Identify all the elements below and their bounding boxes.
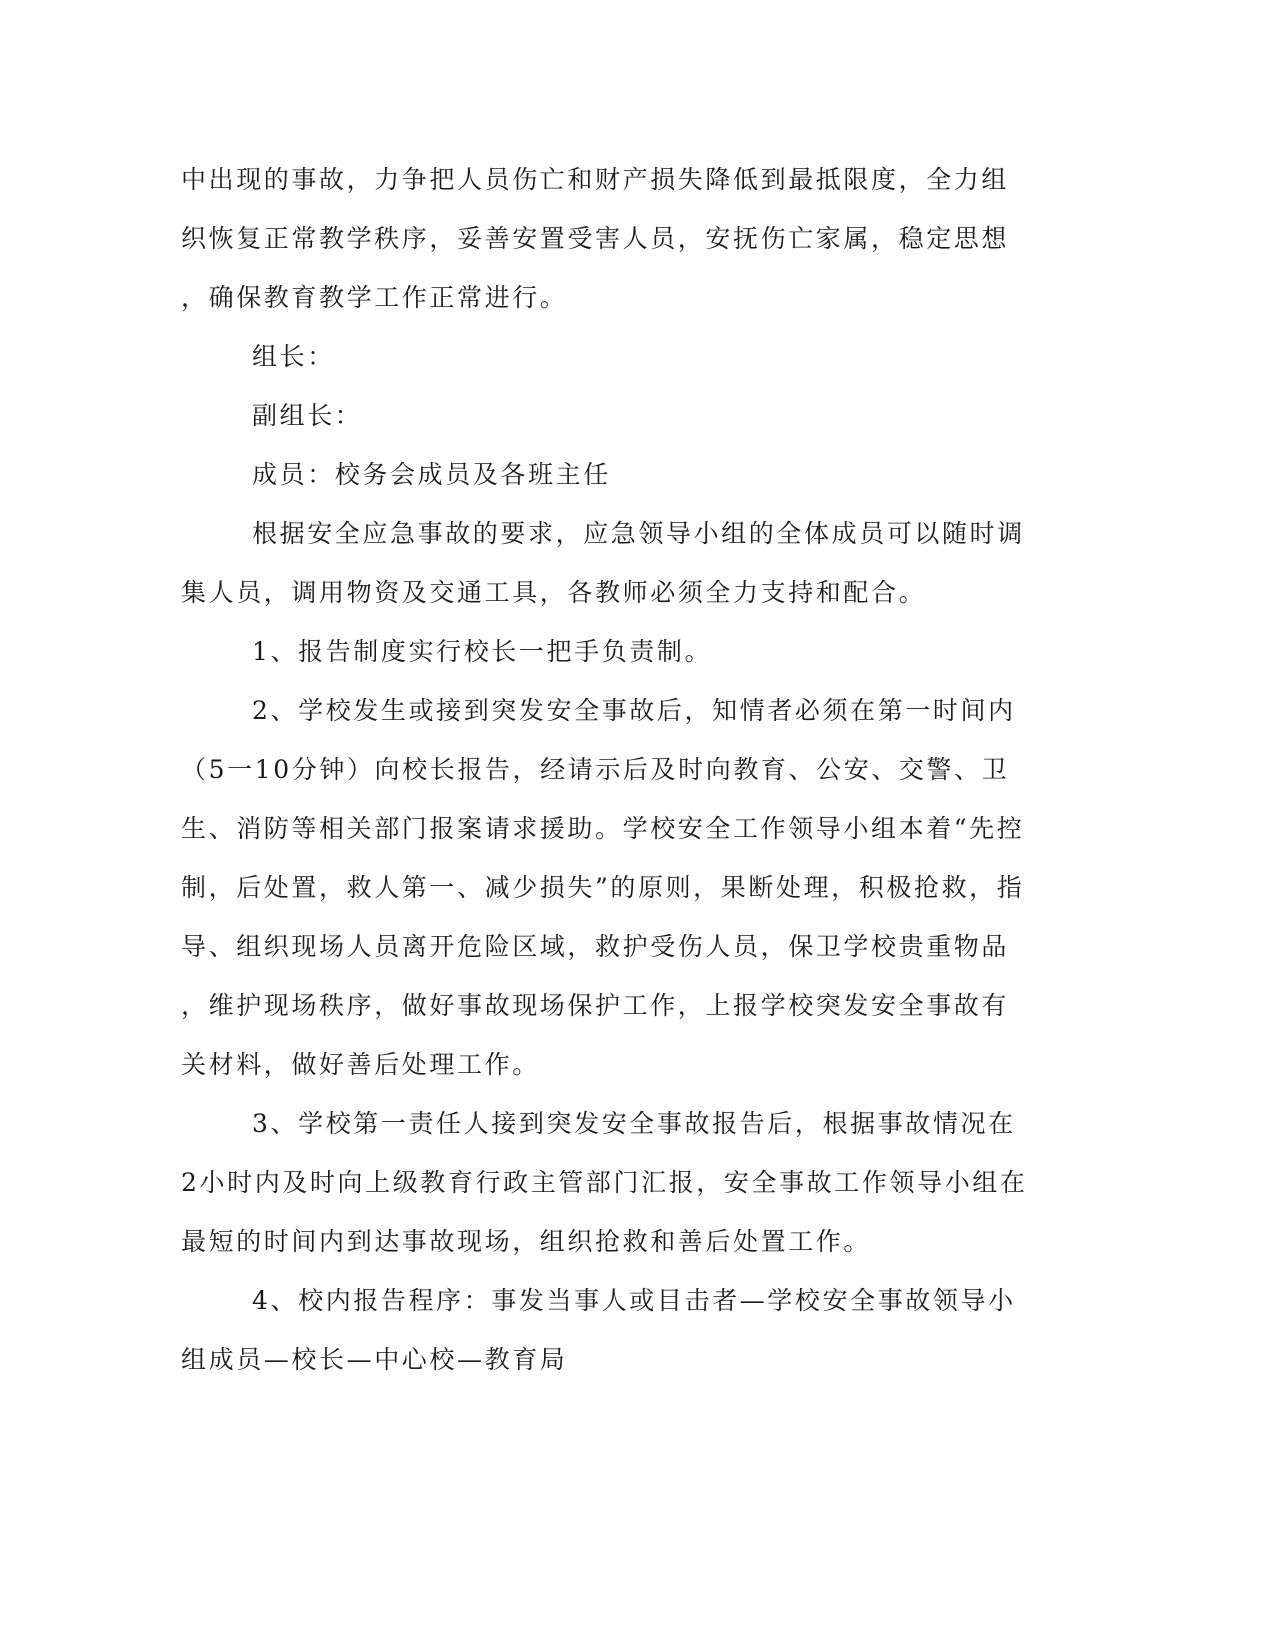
list-item-3: 3、学校第一责任人接到突发安全事故报告后，根据事故情况在 bbox=[252, 1109, 1016, 1138]
text-line: 织恢复正常教学秩序，妥善安置受害人员，安抚伤亡家属，稳定思想 bbox=[181, 224, 1010, 253]
text-line: 最短的时间内到达事故现场，组织抢救和善后处置工作。 bbox=[181, 1227, 872, 1256]
text-line: 2小时内及时向上级教育行政主管部门汇报，安全事故工作领导小组在 bbox=[181, 1168, 1028, 1197]
list-item-2: 2、学校发生或接到突发安全事故后，知情者必须在第一时间内 bbox=[252, 696, 1016, 725]
list-item-4: 4、校内报告程序：事发当事人或目击者—学校安全事故领导小 bbox=[252, 1286, 1016, 1315]
text-line: 组成员—校长—中心校—教育局 bbox=[181, 1345, 568, 1374]
text-line: 导、组织现场人员离开危险区域，救护受伤人员，保卫学校贵重物品 bbox=[181, 932, 1010, 961]
list-item-1: 1、报告制度实行校长一把手负责制。 bbox=[252, 637, 713, 666]
text-line: 制，后处置，救人第一、减少损失”的原则，果断处理，积极抢救，指 bbox=[181, 873, 1025, 902]
team-leader-label: 组长： bbox=[252, 342, 335, 371]
deputy-leader-label: 副组长： bbox=[252, 401, 363, 430]
text-line: ，维护现场秩序，做好事故现场保护工作，上报学校突发安全事故有 bbox=[181, 991, 1010, 1020]
text-line: 中出现的事故，力争把人员伤亡和财产损失降低到最抵限度，全力组 bbox=[181, 165, 1010, 194]
text-line: 根据安全应急事故的要求，应急领导小组的全体成员可以随时调 bbox=[252, 519, 1025, 548]
members-line: 成员：校务会成员及各班主任 bbox=[252, 460, 611, 489]
text-line: 生、消防等相关部门报案请求援助。学校安全工作领导小组本着“先控 bbox=[181, 814, 1025, 843]
text-line: （5一10分钟）向校长报告，经请示后及时向教育、公安、交警、卫 bbox=[181, 755, 1010, 784]
text-line: ，确保教育教学工作正常进行。 bbox=[181, 283, 568, 312]
document-body bbox=[181, 150, 1041, 1389]
text-line: 关材料，做好善后处理工作。 bbox=[181, 1050, 540, 1079]
text-line: 集人员，调用物资及交通工具，各教师必须全力支持和配合。 bbox=[181, 578, 927, 607]
